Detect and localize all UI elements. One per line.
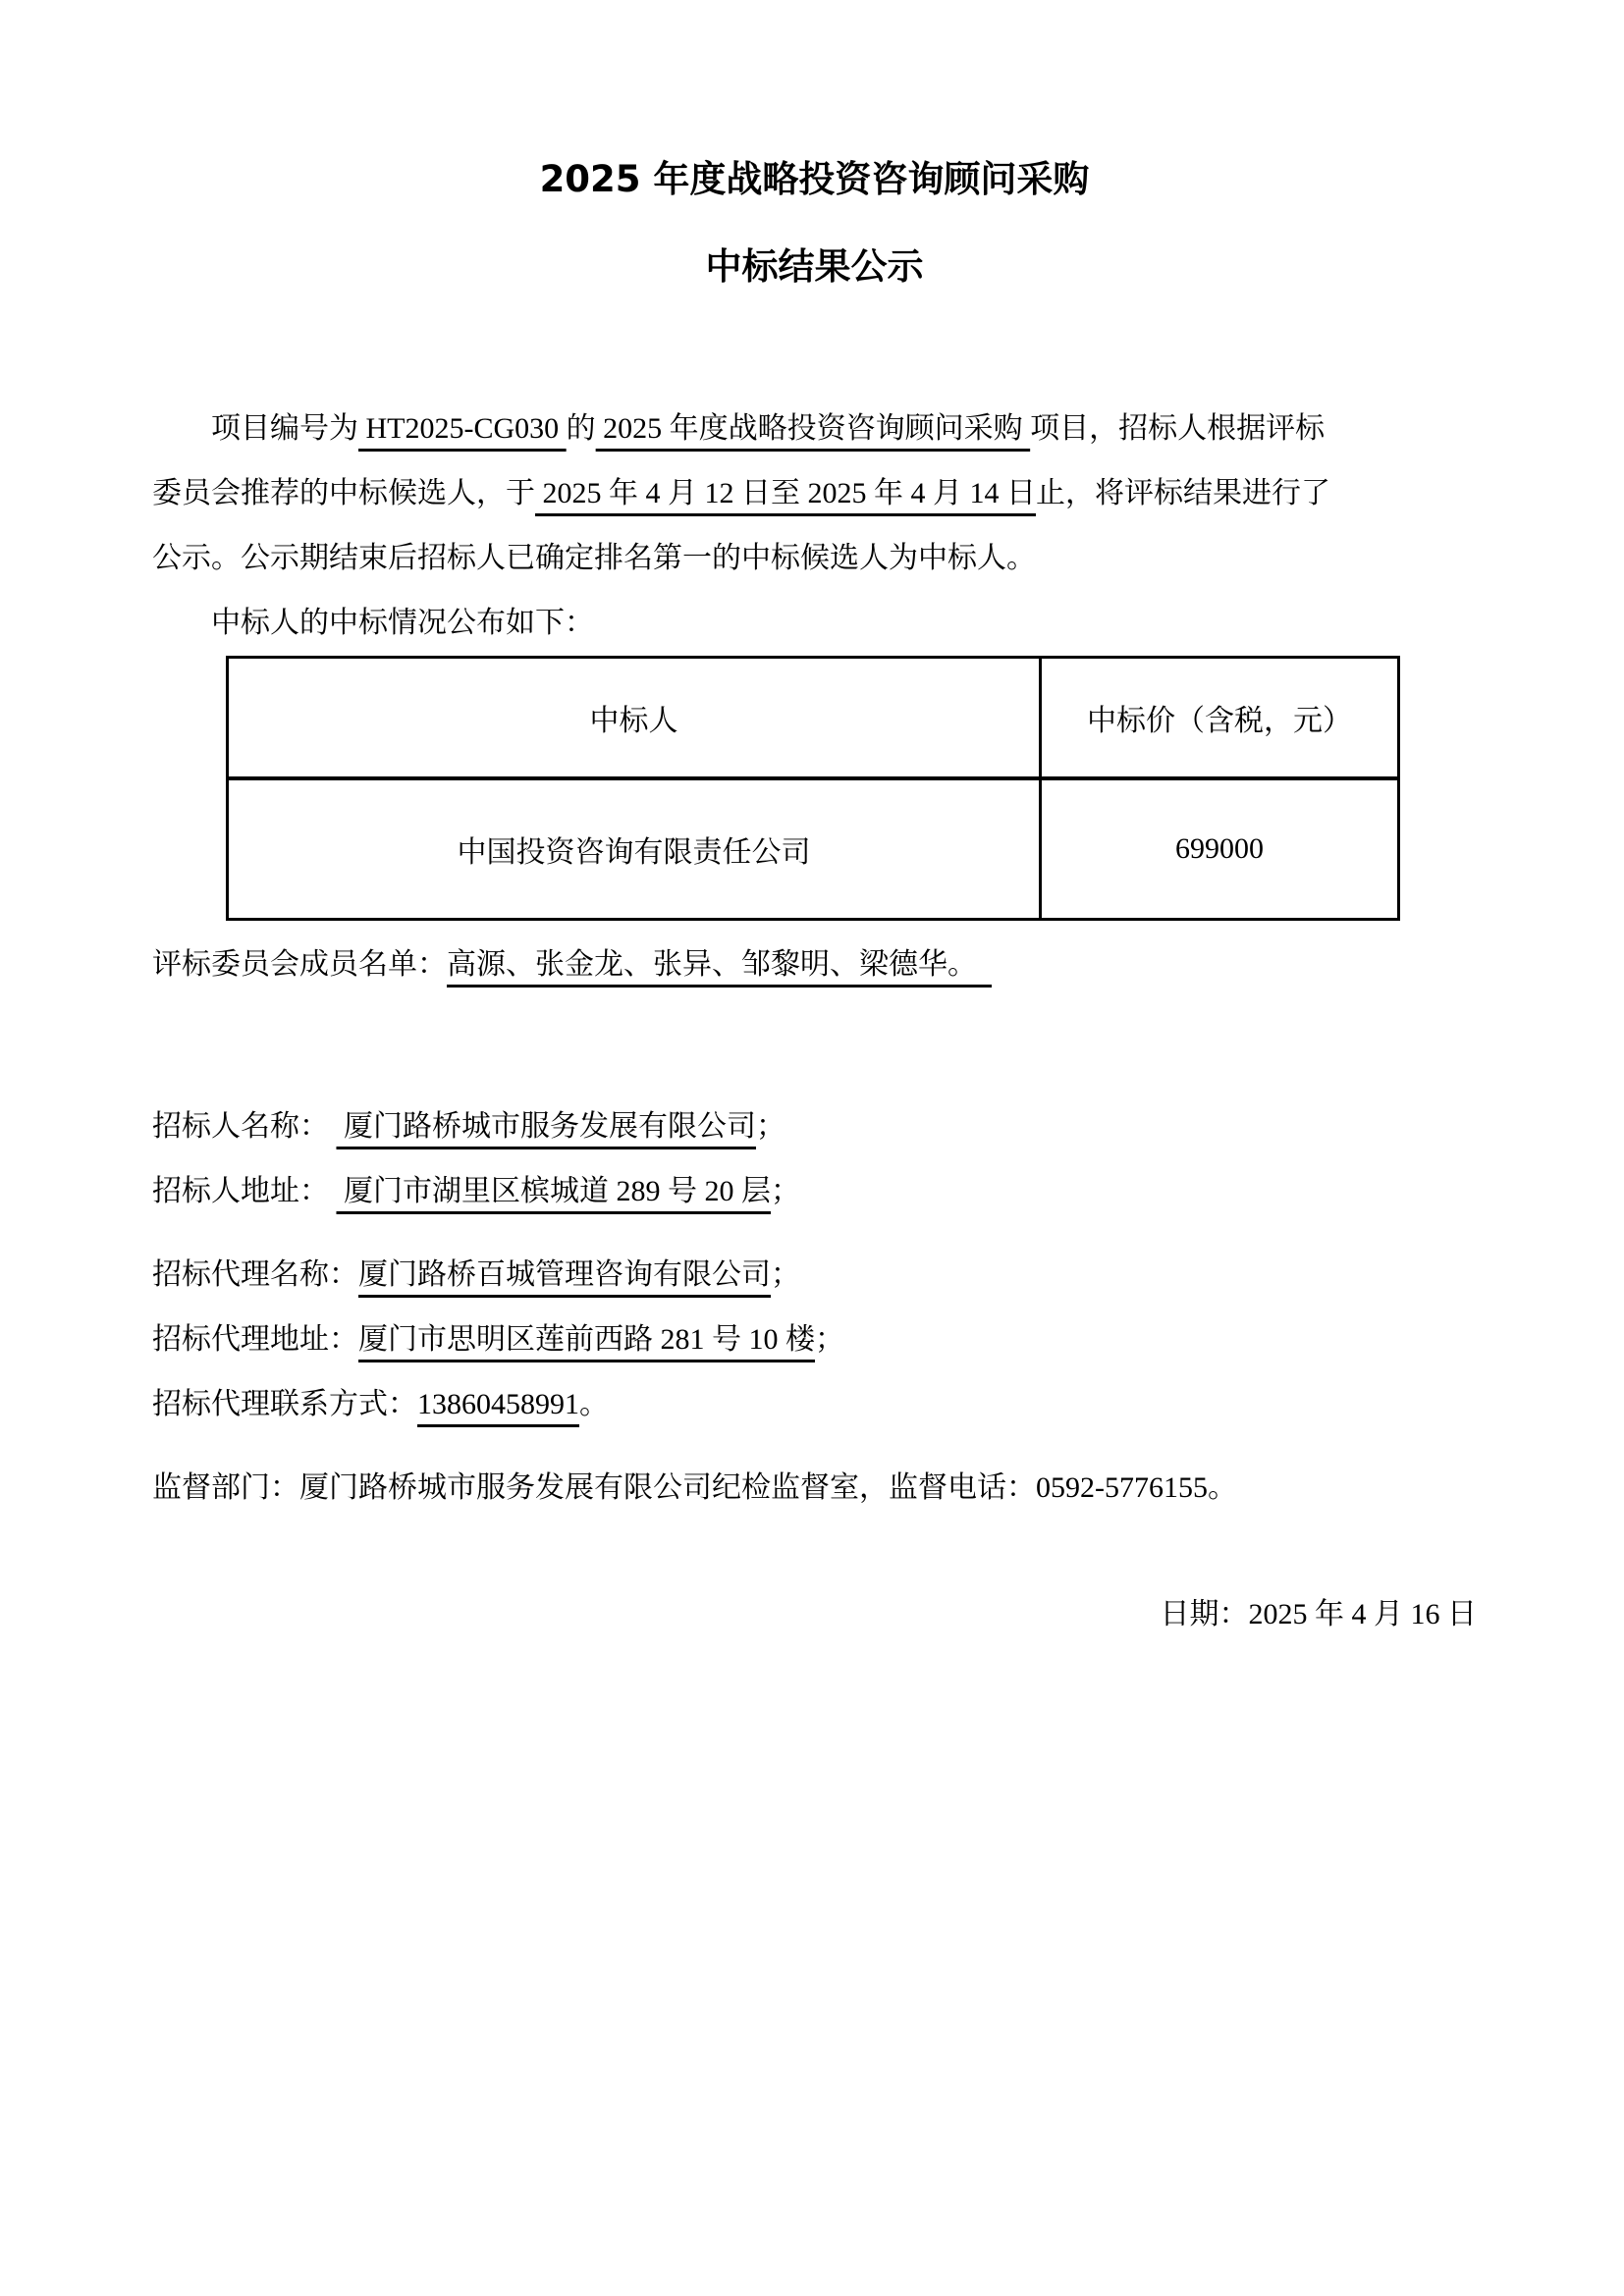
text-run: ； <box>815 1323 844 1356</box>
winner-name-cell: 中国投资咨询有限责任公司 <box>228 778 1041 920</box>
table-row <box>228 778 1399 920</box>
agent-address-line <box>152 1308 1477 1372</box>
paragraph-line-1 <box>152 397 1477 461</box>
text-run: 评标委员会成员名单： <box>152 948 447 981</box>
text-run: 。 <box>579 1388 609 1420</box>
underlined-text: HT2025-CG030 <box>358 412 567 445</box>
committee-members-line <box>152 933 1477 997</box>
text-run: 项目编号为 <box>211 412 358 445</box>
document-title-line1: 2025 年度战略投资咨询顾问采购 <box>539 158 1090 200</box>
text-run: 项目，招标人根据评标 <box>1030 412 1326 445</box>
text-run: 公示。公示期结束后招标人已确定排名第一的中标候选人为中标人。 <box>152 542 1036 574</box>
table-header-winner: 中标人 <box>228 658 1041 779</box>
supervision-line: 监督部门：厦门路桥城市服务发展有限公司纪检监督室，监督电话：0592-5776155。 <box>152 1471 1237 1504</box>
tenderer-address-line <box>152 1159 1477 1224</box>
text-run: 招标人地址： <box>152 1175 337 1207</box>
underlined-text: 2025 年度战略投资咨询顾问采购 <box>595 412 1031 445</box>
text-run: ； <box>771 1175 800 1207</box>
text-run: 招标代理联系方式： <box>152 1388 417 1420</box>
date-line: 日期：2025 年 4 月 16 日 <box>1160 1598 1477 1630</box>
text-run: ； <box>756 1110 785 1143</box>
underlined-text: 13860458991 <box>417 1388 579 1420</box>
tenderer-info-block <box>152 1095 1477 1224</box>
winner-price-cell: 699000 <box>1041 778 1399 920</box>
text-run: 委员会推荐的中标候选人，于 <box>152 477 535 509</box>
text-run: 止，将评标结果进行了 <box>1036 477 1330 509</box>
document-title-line2: 中标结果公示 <box>705 245 924 288</box>
announce-line: 中标人的中标情况公布如下： <box>211 607 594 639</box>
text-run: 招标人名称： <box>152 1110 337 1143</box>
underlined-text: 厦门市思明区莲前西路 281 号 10 楼 <box>358 1323 815 1356</box>
paragraph-line-2 <box>152 461 1477 526</box>
underlined-text: 厦门路桥城市服务发展有限公司 <box>336 1110 756 1143</box>
agent-name-line <box>152 1243 1477 1308</box>
bid-result-table <box>226 656 1400 921</box>
underlined-text: 厦门路桥百城管理咨询有限公司 <box>358 1258 771 1291</box>
agent-contact-line <box>152 1372 1477 1437</box>
text-run: 招标代理地址： <box>152 1323 358 1356</box>
table-header-row <box>228 658 1399 779</box>
text-run: ； <box>771 1258 800 1291</box>
agent-info-block <box>152 1243 1477 1437</box>
underlined-text: 2025 年 4 月 12 日至 2025 年 4 月 14 日 <box>535 477 1036 509</box>
table-header-price: 中标价（含税，元） <box>1041 658 1399 779</box>
text-run: 的 <box>566 412 596 445</box>
intro-paragraph <box>152 397 1477 656</box>
text-run: 招标代理名称： <box>152 1258 358 1291</box>
underlined-text: 厦门市湖里区槟城道 289 号 20 层 <box>336 1175 771 1207</box>
paragraph-line-3 <box>152 526 1477 591</box>
tenderer-name-line <box>152 1095 1477 1159</box>
underlined-text: 高源、张金龙、张异、邹黎明、梁德华。 <box>447 948 992 981</box>
